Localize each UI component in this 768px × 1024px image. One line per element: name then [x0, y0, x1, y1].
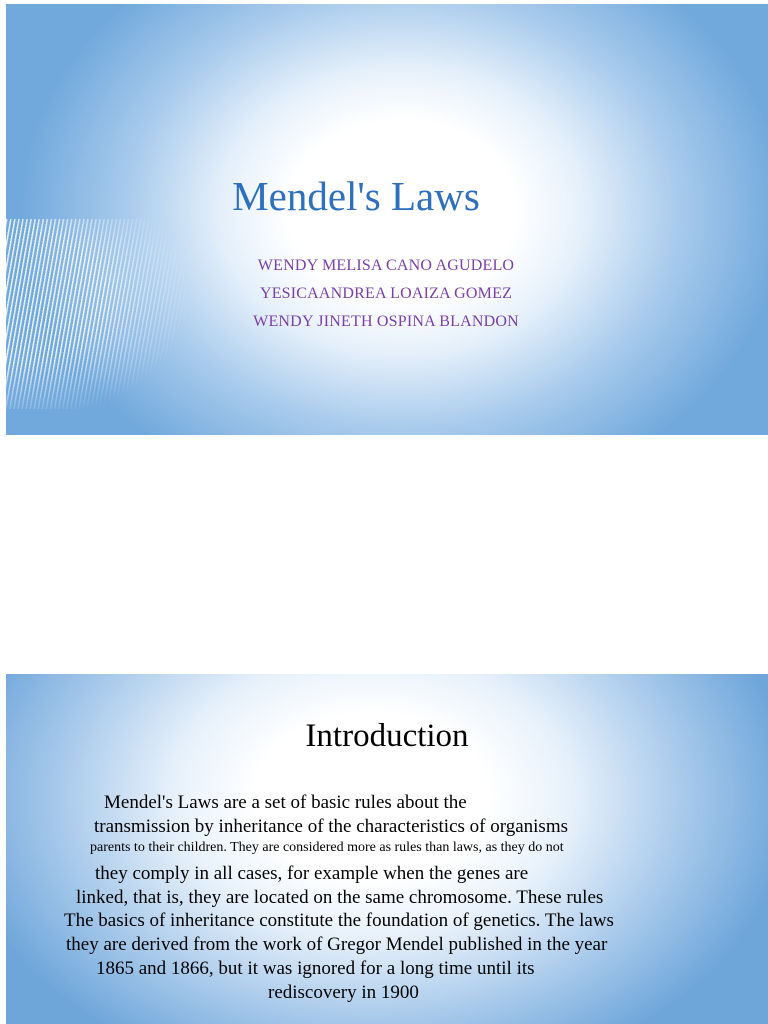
introduction-slide — [6, 674, 768, 1024]
title-slide — [6, 4, 768, 435]
author-name: WENDY MELISA CANO AGUDELO — [257, 257, 515, 274]
body-line: rediscovery in 1900 — [268, 982, 419, 1003]
body-line: linked, that is, they are located on the same chromosome. These rules — [76, 887, 604, 908]
author-list — [186, 252, 586, 336]
body-line: The basics of inheritance constitute the foundation of genetics. The laws — [64, 910, 614, 931]
body-line: transmission by inheritance of the characteristics of organisms — [94, 816, 568, 837]
body-line: they comply in all cases, for example when the genes are — [95, 863, 529, 884]
body-line: they are derived from the work of Gregor Mendel published in the year — [66, 934, 608, 955]
author-name: YESICAANDREA LOAIZA GOMEZ — [259, 285, 513, 302]
slide-title: Introduction — [305, 718, 469, 754]
slide-title: Mendel's Laws — [232, 173, 480, 219]
body-line: parents to their children. They are considered more as rules than laws, as they do not — [90, 840, 564, 855]
author-name: WENDY JINETH OSPINA BLANDON — [253, 313, 519, 330]
body-line: Mendel's Laws are a set of basic rules about the — [104, 792, 467, 813]
body-line: 1865 and 1866, but it was ignored for a long time until its — [96, 958, 535, 979]
